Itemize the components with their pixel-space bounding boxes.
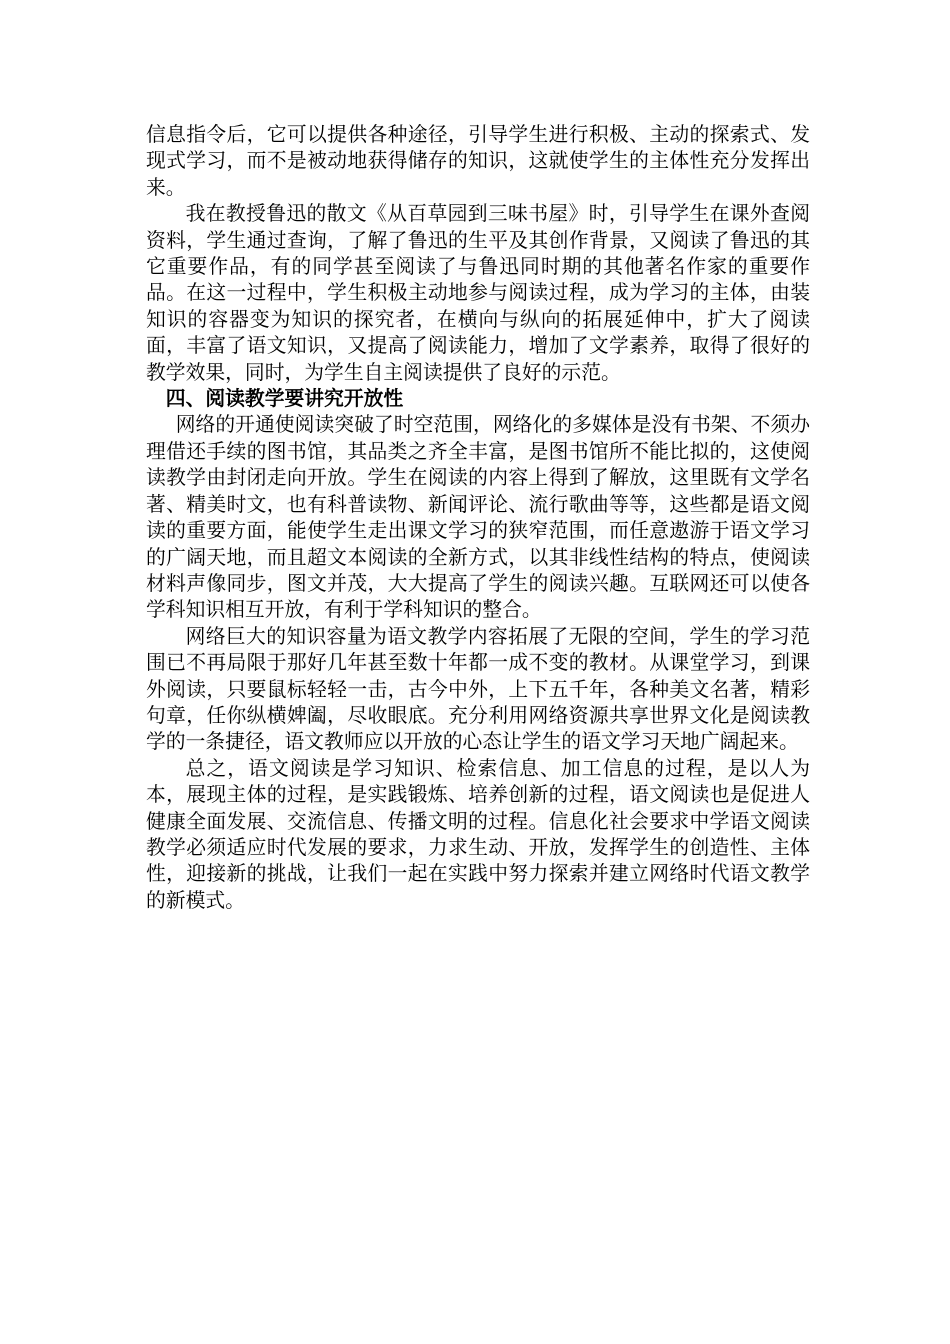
paragraph-conclusion: 总之，语文阅读是学习知识、检索信息、加工信息的过程，是以人为本，展现主体的过程，是实践锻炼、培养创新的过程，语文阅读也是促进人健康全面发展、交流信息、传播文明的过程。信息化社会要求中学语文阅读教学必须适应时代发展的要求，力求生动、开放，发挥学生的创造性、主体性，迎接新的挑战，让我们一起在实践中努力探索并建立网络时代语文教学的新模式。 xyxy=(146,756,810,912)
paragraph-openness: 网络的开通使阅读突破了时空范围，网络化的多媒体是没有书架、不须办理借还手续的图书馆，其品类之齐全丰富，是图书馆所不能比拟的，这使阅读教学由封闭走向开放。学生在阅读的内容上得到了解放，这里既有文学名著、精美时文，也有科普读物、新闻评论、流行歌曲等等，这些都是语文阅读的重要方面，能使学生走出课文学习的狭窄范围，而任意遨游于语文学习的广阔天地，而且超文本阅读的全新方式，以其非线性结构的特点，使阅读材料声像同步，图文并茂，大大提高了学生的阅读兴趣。互联网还可以使各学科知识相互开放，有利于学科知识的整合。 xyxy=(146,413,810,622)
paragraph-lu-xun-example: 我在教授鲁迅的散文《从百草园到三味书屋》时，引导学生在课外查阅资料，学生通过查询，了解了鲁迅的生平及其创作背景，又阅读了鲁迅的其它重要作品，有的同学甚至阅读了与鲁迅同时期的其他著名作家的重要作品。在这一过程中，学生积极主动地参与阅读过程，成为学习的主体，由装知识的容器变为知识的探究者，在横向与纵向的拓展延伸中，扩大了阅读面，丰富了语文知识，又提高了阅读能力，增加了文学素养，取得了很好的教学效果，同时，为学生自主阅读提供了良好的示范。 xyxy=(146,202,810,384)
paragraph-continuation: 信息指令后，它可以提供各种途径，引导学生进行积极、主动的探索式、发现式学习，而不是被动地获得储存的知识，这就使学生的主体性充分发挥出来。 xyxy=(146,123,810,199)
section-heading: 四、阅读教学要讲究开放性 xyxy=(165,387,404,411)
document-body xyxy=(146,122,810,914)
paragraph-knowledge-capacity: 网络巨大的知识容量为语文教学内容拓展了无限的空间，学生的学习范围已不再局限于那好几年甚至数十年都一成不变的教材。从课堂学习，到课外阅读，只要鼠标轻轻一击，古今中外，上下五千年，各种美文名著，精彩句章，任你纵横婢阖，尽收眼底。充分利用网络资源共享世界文化是阅读教学的一条捷径，语文教师应以开放的心态让学生的语文学习天地广阔起来。 xyxy=(146,624,810,754)
